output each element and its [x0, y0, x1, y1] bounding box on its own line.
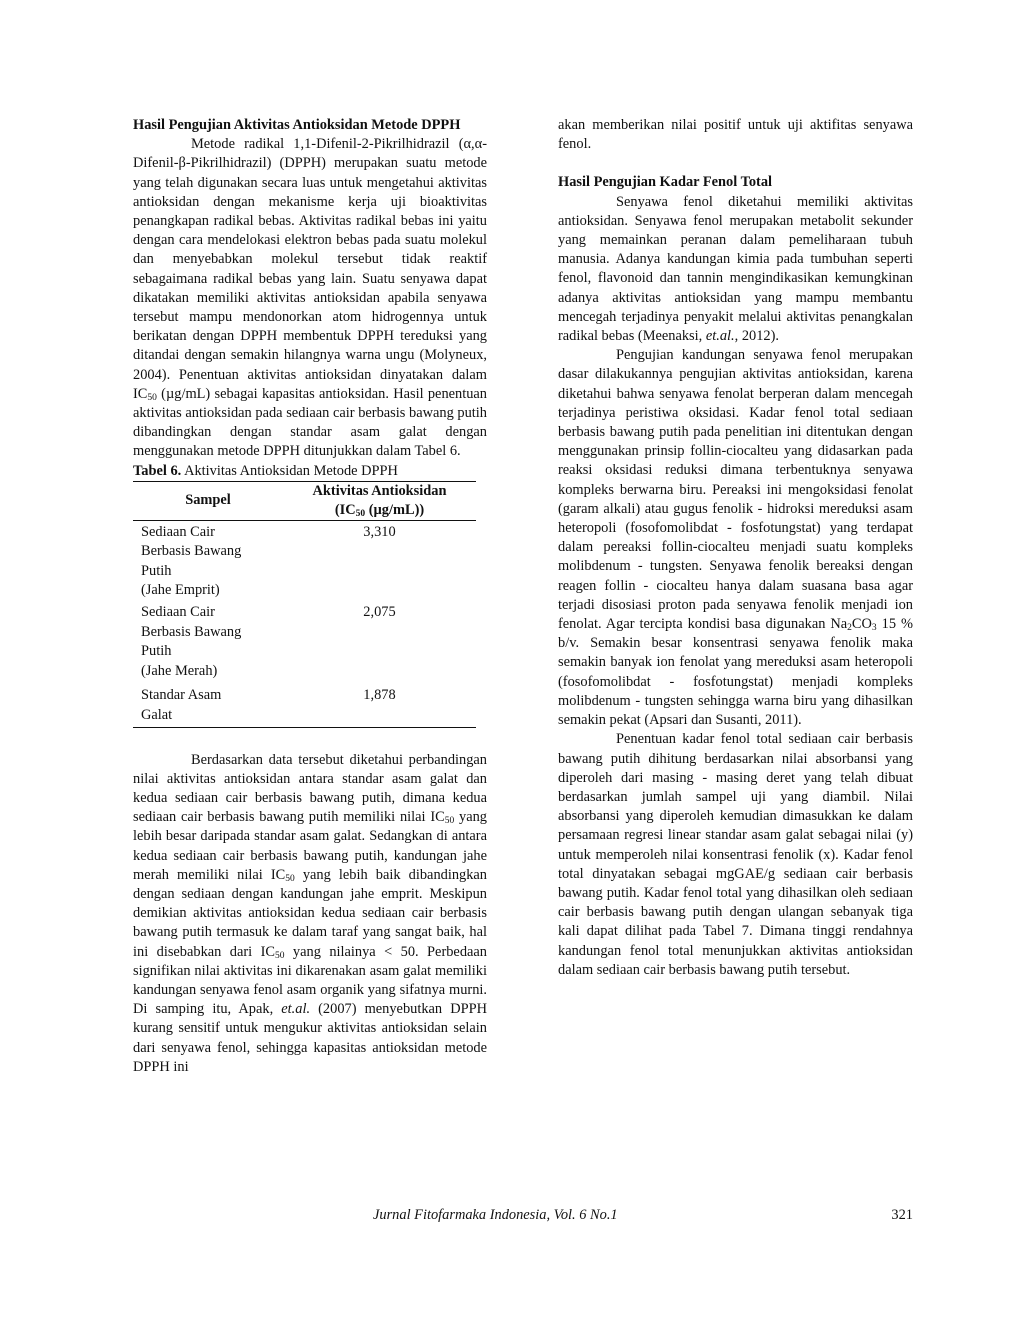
- right-column: [558, 116, 913, 980]
- paragraph-continuation: akan memberikan nilai positif untuk uji aktifitas senyawa fenol.: [558, 117, 913, 153]
- paragraph-phenol-method: Pengujian kandungan senyawa fenol merupakan dasar dilakukannya pengujian aktivitas antioksidan, karena diketahui bahwa senyawa fenolat berperan dalam mencegah terjadinya peristiwa oksidasi. Kadar fenol total sediaan berbasis bawang putih pada penelitian ini ditentukan dengan menggunakan prinsip follin-ciocalteu yang didasarkan pada reaksi oksidasi reduksi dimana terbentuknya senyawa kompleks berwarna biru. Pereaksi ini mengoksidasi fenolat (garam alkali) atau gugus fenolik - hidroksi mereduksi asam heteropoli (fosofomolibdat - fosfotungstat) yang terdapat dalam pereaksi follin-ciocalteu menjadi suatu kompleks molibdenum - tungsten. Senyawa fenolik bereaksi dengan reagen follin - ciocalteu hanya dalam suasana basa agar terjadi disosiasi proton pada senyawa fenolik menjadi ion fenolat. Agar tercipta kondisi basa digunakan $Na_2CO_3$ 15 % b/v. Semakin besar konsentrasi senyawa fenolik maka semakin banyak ion fenolat yang mereduksi asam heteropoli (fosofomolibdat - fosfotungstat) menjadi kompleks molibdenum - tungsten sehingga warna biru yang dihasilkan semakin pekat (Apsari dan Susanti, 2011).: [558, 347, 913, 729]
- left-column: [133, 116, 487, 1077]
- antioxidant-table: [133, 481, 476, 728]
- header-activity: Aktivitas Antioksidan ($IC_{50}$ (µg/mL)): [283, 481, 476, 520]
- section-heading-dpph: Hasil Pengujian Aktivitas Antioksidan Metode DPPH: [133, 117, 461, 133]
- page-number: 321: [891, 1207, 913, 1223]
- sample-cell: Sediaan Cair Berbasis Bawang Putih (Jahe Emprit): [141, 523, 242, 599]
- header-sample: Sampel: [133, 481, 283, 520]
- table-row: [133, 603, 476, 686]
- table-row: [133, 520, 476, 603]
- paragraph-discussion: Berdasarkan data tersebut diketahui perbandingan nilai aktivitas antioksidan antara standar asam galat dan kedua sediaan cair berbasis bawang putih, dimana kedua sediaan cair berbasis bawang putih memiliki nilai $IC_{50}$ yang lebih besar daripada standar asam galat. Sedangkan di antara kedua sediaan cair berbasis bawang putih, kandungan jahe merah memiliki nilai $IC_{50}$ yang lebih baik dibandingkan dengan sediaan dengan kandungan jahe emprit. Meskipun demikian aktivitas antioksidan kedua sediaan cair berbasis bawang putih termasuk ke dalam taraf yang sangat baik, hal ini disebabkan dari $IC_{50}$ yang nilainya < 50. Perbedaan signifikan nilai aktivitas ini dikarenakan asam galat memiliki kandungan senyawa fenol asam organik yang sifatnya murni. Di samping itu, Apak, et.al. (2007) menyebutkan DPPH kurang sensitif untuk mengukur aktivitas antioksidan selain dari senyawa fenol, sehingga kapasitas antioksidan metode DPPH ini: [133, 751, 488, 1075]
- table-row: [133, 686, 476, 727]
- sample-cell: Sediaan Cair Berbasis Bawang Putih (Jahe Merah): [141, 604, 242, 679]
- paragraph-dpph-method: Metode radikal 1,1-Difenil-2-Pikrilhidrazil (α,α-Difenil-β-Pikrilhidrazil) (DPPH) merupakan suatu metode yang telah digunakan secara luas untuk mengetahui aktivitas antioksidan dengan mekanisme kerja uji bioaktivitas penangkapan radikal bebas. Aktivitas radikal bebas ini yaitu dengan cara mendelokasi elektron bebas pada suatu molekul dan menyebabkan molekul tersebut tidak reaktif sebagaimana radikal bebas yang lain. Suatu senyawa dapat dikatakan memiliki aktivitas antioksidan apabila senyawa tersebut mampu mendonorkan atom hidrogennya untuk berikatan dengan DPPH membentuk DPPH tereduksi yang ditandai dengan semakin hilangnya warna ungu (Molyneux, 2004). Penentuan aktivitas antioksidan dinyatakan dalam $IC_{50}$ (µg/mL) sebagai kapasitas antioksidan. Hasil penentuan aktivitas antioksidan pada sediaan cair berbasis bawang putih dibandingkan dengan standar asam galat dengan menggunakan metode DPPH ditunjukkan dalam Tabel 6.: [133, 136, 487, 460]
- value-cell: 3,310: [363, 523, 396, 540]
- journal-name: Jurnal Fitofarmaka Indonesia, Vol. 6 No.1: [373, 1207, 618, 1223]
- table-header-row: [133, 481, 476, 520]
- table-caption: Tabel 6. Aktivitas Antioksidan Metode DPPH: [133, 462, 398, 479]
- value-cell: 2,075: [363, 604, 396, 621]
- value-cell: 1,878: [363, 687, 396, 704]
- sample-cell: Standar Asam Galat: [141, 687, 222, 723]
- paragraph-phenol-intro: Senyawa fenol diketahui memiliki aktivitas antioksidan. Senyawa fenol merupakan metabolit sekunder yang memainkan peranan dalam pemeliharaan tubuh manusia. Adanya kandungan kimia pada tumbuhan seperti fenol, flavonoid dan tannin mengindikasikan kemungkinan adanya aktivitas antioksidan yang mampu membantu mencegah terjadinya penyakit melalui aktivitas penangkalan radikal bebas (Meenaksi, et.al., 2012).: [558, 193, 913, 345]
- paragraph-phenol-calculation: Penentuan kadar fenol total sediaan cair berbasis bawang putih dihitung berdasarkan nilai absorbansi yang diperoleh dari masing - masing deret yang telah dibuat berdasarkan jumlah sampel uji yang diambil. Nilai absorbansi yang diperoleh kemudian dimasukkan ke dalam persamaan regresi linear standar asam galat sebagai nilai (y) untuk memperoleh nilai konsentrasi fenolik (x). Kadar fenol total dinyatakan sebagai mgGAE/g sediaan cair berbasis bawang putih. Kadar fenol total yang dihasilkan oleh sediaan cair berbasis bawang putih dengan ulangan sebanyak tiga kali dapat dilihat pada Tabel 7. Dimana tinggi rendahnya kandungan fenol total menunjukkan aktivitas antioksidan dalam sediaan cair berbasis bawang putih tersebut.: [558, 731, 913, 978]
- section-heading-phenol: Hasil Pengujian Kadar Fenol Total: [558, 174, 773, 191]
